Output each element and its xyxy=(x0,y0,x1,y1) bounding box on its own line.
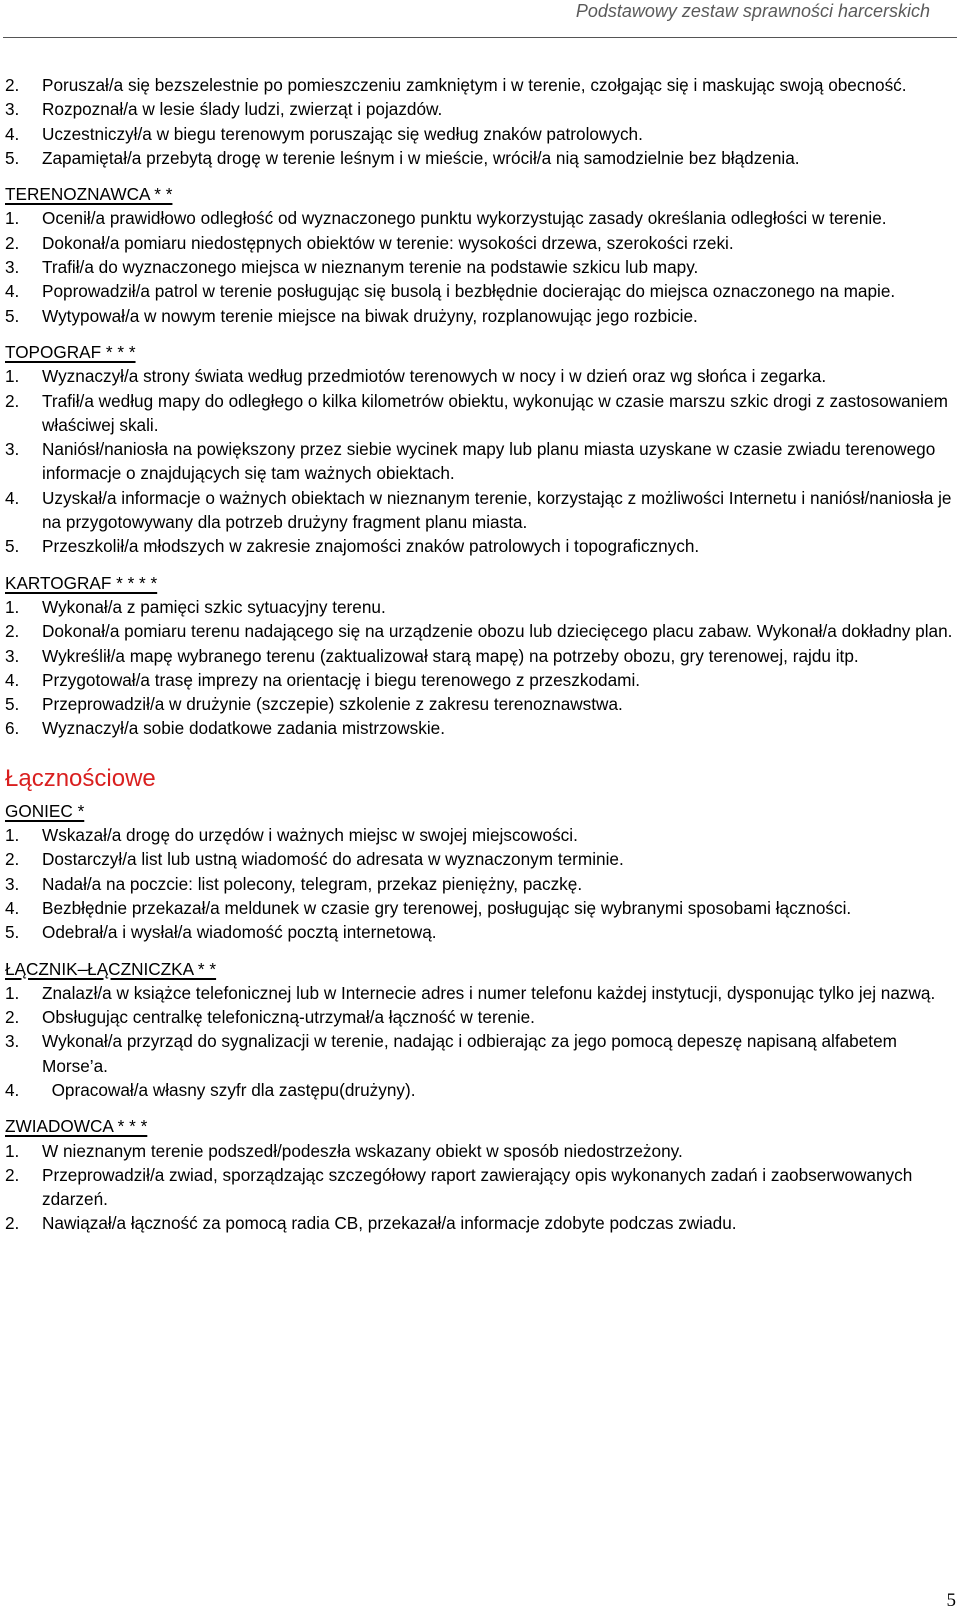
item-number: 5. xyxy=(5,922,20,943)
item-number: 5. xyxy=(5,536,20,557)
section-heading: TERENOZNAWCA * * xyxy=(5,184,173,205)
section-heading: ZWIADOWCA * * * xyxy=(5,1116,148,1137)
item-number: 1. xyxy=(5,596,20,617)
list-item xyxy=(5,437,960,486)
item-number: 2. xyxy=(5,1164,20,1185)
item-text: Uzyskał/a informacje o ważnych obiektach w nieznanym terenie, korzystając z możliwości Internetu i naniósł/naniosła je na przygotowywany dla potrzeb drużyny fragment planu miasta. xyxy=(42,487,952,533)
item-number: 4. xyxy=(5,123,20,144)
list-item xyxy=(5,1005,960,1029)
item-text: Przeprowadził/a w drużynie (szczepie) szkolenie z zakresu terenoznawstwa. xyxy=(42,694,623,715)
list-item xyxy=(5,619,960,643)
item-number: 2. xyxy=(5,1007,20,1028)
page-header-title: Podstawowy zestaw sprawności harcerskich xyxy=(575,1,930,21)
section-goniec xyxy=(5,799,960,945)
item-number: 4. xyxy=(5,669,20,690)
item-number: 4. xyxy=(5,487,20,508)
list-item xyxy=(5,1029,960,1078)
item-text: Wyznaczył/a sobie dodatkowe zadania mistrzowskie. xyxy=(42,718,445,739)
list-item xyxy=(5,1163,960,1212)
item-text: Dokonał/a pomiaru terenu nadającego się na urządzenie obozu lub dziecięcego placu zabaw. Wykonał/a dokładny plan. xyxy=(42,621,953,642)
item-text: Trafił/a według mapy do odległego o kilka kilometrów obiektu, wykonując w czasie marszu szkic drogi z zastosowaniem właściwej skali. xyxy=(42,390,948,435)
section-topograf xyxy=(5,340,960,559)
item-number: 4. xyxy=(5,1079,20,1100)
list-item xyxy=(5,304,960,328)
section-kartograf xyxy=(5,571,960,741)
item-number: 2. xyxy=(5,232,20,253)
item-number: 1. xyxy=(5,1140,20,1161)
item-text: Przygotował/a trasę imprezy na orientację i biegu terenowego z przeszkodami. xyxy=(42,669,641,690)
list-item xyxy=(5,97,960,121)
list-item xyxy=(5,534,960,558)
list-item xyxy=(5,1078,960,1102)
item-text: Dokonał/a pomiaru niedostępnych obiektów w terenie: wysokości drzewa, szerokości rzeki. xyxy=(42,232,734,253)
item-text: Wyznaczył/a strony świata według przedmiotów terenowych w nocy i w dzień oraz wg słońca i zegarka. xyxy=(42,366,827,387)
list-item xyxy=(5,122,960,146)
list-item xyxy=(5,896,960,920)
item-text: Wykonał/a z pamięci szkic sytuacyjny terenu. xyxy=(42,596,386,617)
list-item xyxy=(5,1139,960,1163)
section-heading: TOPOGRAF * * * xyxy=(5,341,136,362)
item-number: 3. xyxy=(5,99,20,120)
item-number: 6. xyxy=(5,718,20,739)
list-item xyxy=(5,692,960,716)
section-heading: KARTOGRAF * * * * xyxy=(5,572,158,593)
item-text: W nieznanym terenie podszedł/podeszła wskazany obiekt w sposób niedostrzeżony. xyxy=(42,1140,683,1161)
item-text: Znalazł/a w książce telefonicznej lub w Internecie adres i numer telefonu każdej instytucji, dysponując tylko jej nazwą. xyxy=(42,982,936,1003)
item-number: 1. xyxy=(5,208,20,229)
document-body xyxy=(5,73,960,1236)
item-number: 3. xyxy=(5,645,20,666)
list-item xyxy=(5,364,960,388)
list-item xyxy=(5,823,960,847)
list-item xyxy=(5,920,960,944)
item-text: Wykreślił/a mapę wybranego terenu (zaktualizował starą mapę) na potrzeby obozu, gry terenowej, rajdu itp. xyxy=(42,645,859,666)
item-number: 3. xyxy=(5,257,20,278)
item-text: Odebrał/a i wysłał/a wiadomość pocztą internetową. xyxy=(42,922,437,943)
item-number: 3. xyxy=(5,873,20,894)
item-number: 1. xyxy=(5,825,20,846)
item-number: 2. xyxy=(5,390,20,411)
section-heading: ŁĄCZNIK–ŁĄCZNICZKA * * xyxy=(5,958,217,979)
item-text: Obsługując centralkę telefoniczną-utrzymał/a łączność w terenie. xyxy=(42,1007,535,1028)
header-divider xyxy=(3,37,957,38)
item-text: Opracował/a własny szyfr dla zastępu(drużyny). xyxy=(42,1079,416,1100)
list-item xyxy=(5,872,960,896)
item-number: 2. xyxy=(5,849,20,870)
item-text: Bezbłędnie przekazał/a meldunek w czasie gry terenowej, posługując się wybranymi sposobami łączności. xyxy=(42,897,852,918)
item-number: 2. xyxy=(5,75,20,95)
item-number: 5. xyxy=(5,694,20,715)
list-item xyxy=(5,73,960,97)
item-text: Przeszkolił/a młodszych w zakresie znajomości znaków patrolowych i topograficznych. xyxy=(42,536,700,557)
list-item xyxy=(5,146,960,170)
item-text: Poruszał/a się bezszelestnie po pomieszczeniu zamkniętym i w terenie, czołgając się i maskując swoją obecność. xyxy=(42,75,907,95)
item-text: Nadał/a na poczcie: list polecony, telegram, przekaz pieniężny, paczkę. xyxy=(42,873,583,894)
item-number: 3. xyxy=(5,439,20,460)
item-text: Wskazał/a drogę do urzędów i ważnych miejsc w swojej miejscowości. xyxy=(42,825,578,846)
list-item xyxy=(5,716,960,740)
list-item xyxy=(5,668,960,692)
item-text: Trafił/a do wyznaczonego miejsca w nieznanym terenie na podstawie szkicu lub mapy. xyxy=(42,257,699,278)
list-item xyxy=(5,847,960,871)
item-number: 2. xyxy=(5,1213,20,1234)
list-item xyxy=(5,255,960,279)
item-number: 2. xyxy=(5,621,20,642)
list-item xyxy=(5,1211,960,1235)
item-text: Nawiązał/a łączność za pomocą radia CB, przekazał/a informacje zdobyte podczas zwiadu. xyxy=(42,1213,737,1234)
item-number: 1. xyxy=(5,982,20,1003)
list-item xyxy=(5,595,960,619)
item-number: 3. xyxy=(5,1031,20,1052)
list-item xyxy=(5,206,960,230)
item-number: 4. xyxy=(5,281,20,302)
item-number: 5. xyxy=(5,147,20,168)
list-item xyxy=(5,231,960,255)
item-text: Wytypował/a w nowym terenie miejsce na biwak drużyny, rozplanowując jego rozbicie. xyxy=(42,305,698,326)
item-text: Ocenił/a prawidłowo odległość od wyznaczonego punktu wykorzystując zasady określania odległości w terenie. xyxy=(42,208,887,229)
list-item xyxy=(5,389,960,438)
item-text: Wykonał/a przyrząd do sygnalizacji w terenie, nadając i odbierając za jego pomocą depeszę napisaną alfabetem Morse’a. xyxy=(42,1031,897,1076)
item-number: 5. xyxy=(5,305,20,326)
list-item xyxy=(5,644,960,668)
item-text: Poprowadził/a patrol w terenie posługując się busolą i bezbłędnie docierając do miejsca oznaczonego na mapie. xyxy=(42,281,896,302)
item-number: 1. xyxy=(5,366,20,387)
list-item xyxy=(5,279,960,303)
category-title: Łącznościowe xyxy=(5,764,156,792)
intro-list xyxy=(5,73,960,170)
section-heading: GONIEC * xyxy=(5,800,85,821)
item-text: Zapamiętał/a przebytą drogę w terenie leśnym i w mieście, wrócił/a nią samodzielnie bez błądzenia. xyxy=(42,147,800,168)
item-text: Dostarczył/a list lub ustną wiadomość do adresata w wyznaczonym terminie. xyxy=(42,849,624,870)
list-item xyxy=(5,486,960,535)
item-text: Przeprowadził/a zwiad, sporządzając szczegółowy raport zawierający opis wykonanych zadań i zaobserwowanych zdarzeń. xyxy=(42,1164,913,1210)
item-number: 4. xyxy=(5,897,20,918)
item-text: Rozpoznał/a w lesie ślady ludzi, zwierząt i pojazdów. xyxy=(42,99,443,120)
section-lacznik xyxy=(5,957,960,1103)
item-text: Naniósł/naniosła na powiększony przez siebie wycinek mapy lub planu miasta uzyskane w czasie zwiadu terenowego informacje o znajdujących się tam ważnych obiektach. xyxy=(42,439,936,484)
page-number: 5 xyxy=(946,1590,956,1611)
section-terenoznawca xyxy=(5,182,960,328)
list-item xyxy=(5,981,960,1005)
item-text: Uczestniczył/a w biegu terenowym poruszając się według znaków patrolowych. xyxy=(42,123,643,144)
section-zwiadowca xyxy=(5,1114,960,1235)
